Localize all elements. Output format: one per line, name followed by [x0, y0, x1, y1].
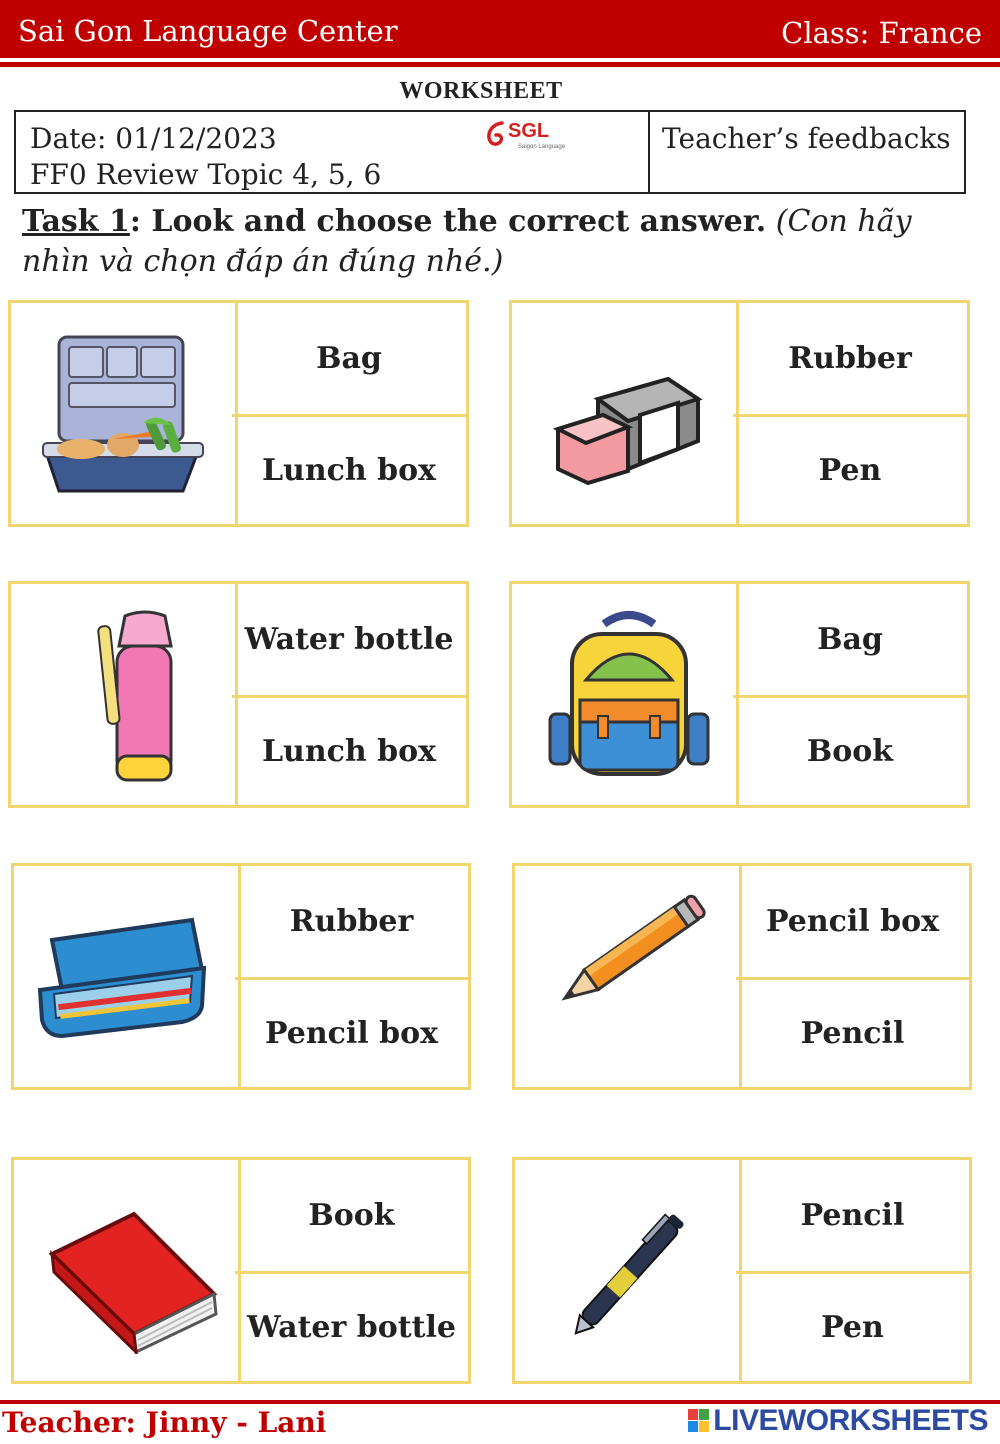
- answer-option[interactable]: Pencil: [736, 1160, 969, 1274]
- topic-text: FF0 Review Topic 4, 5, 6: [30, 158, 382, 191]
- book-icon: [44, 1204, 224, 1354]
- header-bar: [0, 0, 1000, 62]
- lunch-box-icon: [33, 331, 213, 501]
- answer-option[interactable]: Water bottle: [247, 1310, 456, 1345]
- pencil-box-icon: [32, 910, 222, 1050]
- sgl-logo-icon: [484, 120, 508, 150]
- rubber-icon: [548, 359, 708, 489]
- question-card-7: [11, 1157, 471, 1384]
- question-card-3: [8, 581, 469, 808]
- date-text: Date: 01/12/2023: [30, 122, 277, 155]
- water-bottle-icon: [95, 606, 185, 786]
- card-image: [515, 1160, 742, 1381]
- info-box: [14, 110, 966, 194]
- question-card-8: [512, 1157, 972, 1384]
- brand-text: LIVEWORKSHEETS: [713, 1404, 988, 1437]
- card-image: [515, 866, 742, 1087]
- card-image: [11, 584, 238, 805]
- question-card-4: [509, 581, 970, 808]
- question-card-5: [11, 863, 471, 1090]
- answer-option[interactable]: Pencil box: [736, 866, 969, 980]
- logo-text: SGL: [508, 120, 550, 142]
- question-card-2: [509, 300, 970, 527]
- answer-option[interactable]: Rubber: [235, 866, 468, 980]
- feedback-label: Teacher’s feedbacks: [662, 122, 951, 155]
- liveworksheets-icon: [688, 1409, 710, 1433]
- answer-option[interactable]: Pencil box: [264, 1016, 439, 1051]
- logo-subtext: Saigon Language: [518, 144, 566, 150]
- task-label: Task 1: [22, 204, 130, 239]
- teacher-name: Teacher: Jinny - Lani: [2, 1406, 327, 1439]
- center-name: Sai Gon Language Center: [18, 14, 398, 48]
- answer-option[interactable]: Bag: [733, 584, 967, 698]
- task-instruction: [22, 202, 972, 282]
- answer-option[interactable]: Bag: [232, 303, 466, 417]
- sgl-logo: [484, 118, 584, 154]
- header-divider-red: [0, 62, 1000, 67]
- class-name: Class: France: [781, 16, 982, 50]
- card-image: [512, 303, 739, 524]
- answer-option[interactable]: Pencil: [800, 1016, 905, 1051]
- answer-option[interactable]: Book: [235, 1160, 468, 1274]
- pencil-icon: [543, 894, 713, 1014]
- card-image: [14, 866, 241, 1087]
- liveworksheets-brand: [688, 1404, 988, 1438]
- worksheet-title: WORKSHEET: [399, 78, 563, 104]
- card-image: [11, 303, 238, 524]
- answer-option[interactable]: Lunch box: [261, 734, 437, 769]
- answer-option[interactable]: Lunch box: [261, 453, 437, 488]
- answer-option[interactable]: Water bottle: [232, 584, 466, 698]
- answer-option[interactable]: Pen: [821, 1310, 884, 1345]
- answer-option[interactable]: Rubber: [733, 303, 967, 417]
- pen-icon: [545, 1198, 715, 1348]
- bag-icon: [544, 604, 714, 784]
- card-image: [512, 584, 739, 805]
- task-text: : Look and choose the correct answer.: [129, 204, 767, 239]
- task-translation: (Con hãy nhìn và chọn đáp án đúng nhé.): [22, 204, 912, 279]
- question-card-6: [512, 863, 972, 1090]
- info-divider: [648, 112, 650, 192]
- answer-option[interactable]: Pen: [818, 453, 882, 488]
- answer-option[interactable]: Book: [806, 734, 894, 769]
- card-image: [14, 1160, 241, 1381]
- question-card-1: [8, 300, 469, 527]
